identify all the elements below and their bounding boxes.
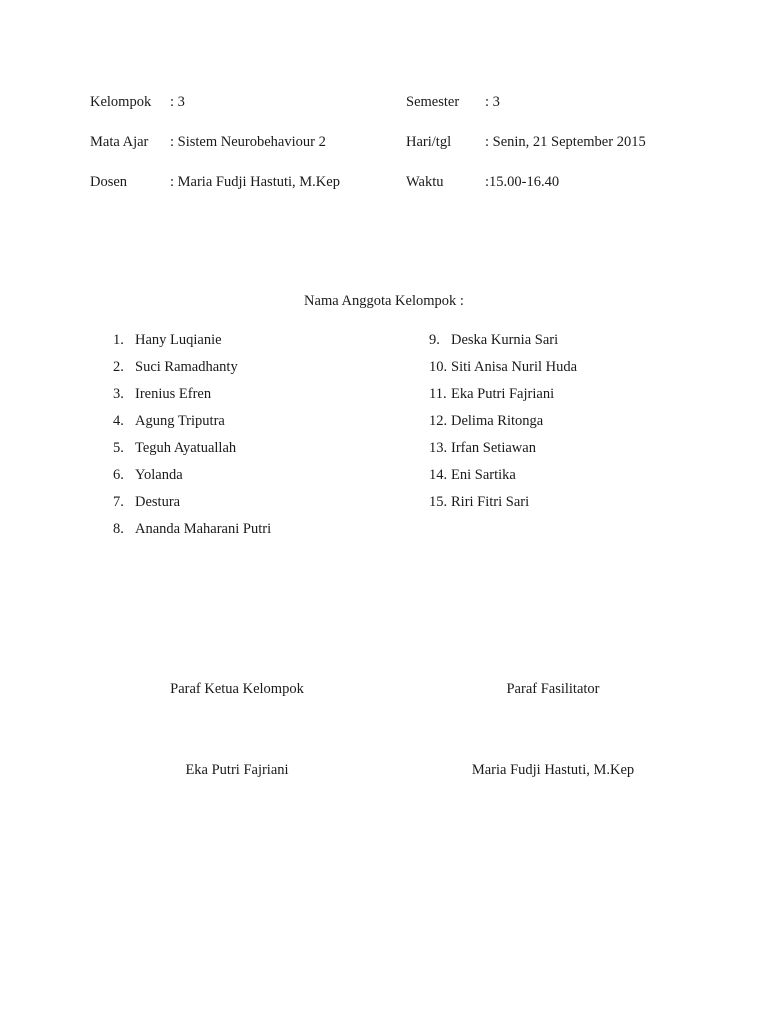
course-label: Mata Ajar xyxy=(90,134,149,150)
member-name: Ananda Maharani Putri xyxy=(135,521,272,537)
item-number: 12. xyxy=(429,413,448,429)
item-number: 8. xyxy=(113,521,124,537)
item-number: 10. xyxy=(429,359,448,375)
item-number: 9. xyxy=(429,332,440,348)
member-name: Irfan Setiawan xyxy=(451,440,536,456)
facilitator-name: Maria Fudji Hastuti, M.Kep xyxy=(471,762,635,778)
member-name: Hany Luqianie xyxy=(135,332,222,348)
member-name: Suci Ramadhanty xyxy=(135,359,238,375)
facilitator-signature-title: Paraf Fasilitator xyxy=(506,681,600,697)
item-number: 4. xyxy=(113,413,124,429)
item-number: 5. xyxy=(113,440,124,456)
time-label: Waktu xyxy=(406,174,444,190)
member-name: Siti Anisa Nuril Huda xyxy=(451,359,578,375)
member-name: Riri Fitri Sari xyxy=(451,494,530,510)
lecturer-label: Dosen xyxy=(90,174,128,190)
group-label: Kelompok xyxy=(90,94,152,110)
time-value: :15.00-16.40 xyxy=(485,174,560,190)
item-number: 1. xyxy=(113,332,124,348)
member-name: Yolanda xyxy=(135,467,183,483)
member-name: Teguh Ayatuallah xyxy=(135,440,237,456)
members-title: Nama Anggota Kelompok : xyxy=(304,293,464,309)
item-number: 13. xyxy=(429,440,448,456)
group-value: : 3 xyxy=(170,94,185,110)
member-name: Delima Ritonga xyxy=(451,413,544,429)
member-name: Deska Kurnia Sari xyxy=(451,332,559,348)
date-label: Hari/tgl xyxy=(406,134,452,150)
item-number: 14. xyxy=(429,467,448,483)
date-value: : Senin, 21 September 2015 xyxy=(485,134,646,150)
item-number: 2. xyxy=(113,359,124,375)
semester-label: Semester xyxy=(406,94,460,110)
lecturer-value: : Maria Fudji Hastuti, M.Kep xyxy=(170,174,340,190)
leader-signature-title: Paraf Ketua Kelompok xyxy=(170,681,304,697)
member-name: Agung Triputra xyxy=(135,413,225,429)
semester-value: : 3 xyxy=(485,94,500,110)
item-number: 15. xyxy=(429,494,448,510)
leader-name: Eka Putri Fajriani xyxy=(185,762,289,778)
member-name: Eni Sartika xyxy=(451,467,516,483)
course-value: : Sistem Neurobehaviour 2 xyxy=(170,134,326,150)
item-number: 7. xyxy=(113,494,124,510)
item-number: 3. xyxy=(113,386,124,402)
item-number: 6. xyxy=(113,467,124,483)
member-name: Destura xyxy=(135,494,181,510)
item-number: 11. xyxy=(429,386,447,402)
member-name: Irenius Efren xyxy=(135,386,212,402)
member-name: Eka Putri Fajriani xyxy=(451,386,555,402)
